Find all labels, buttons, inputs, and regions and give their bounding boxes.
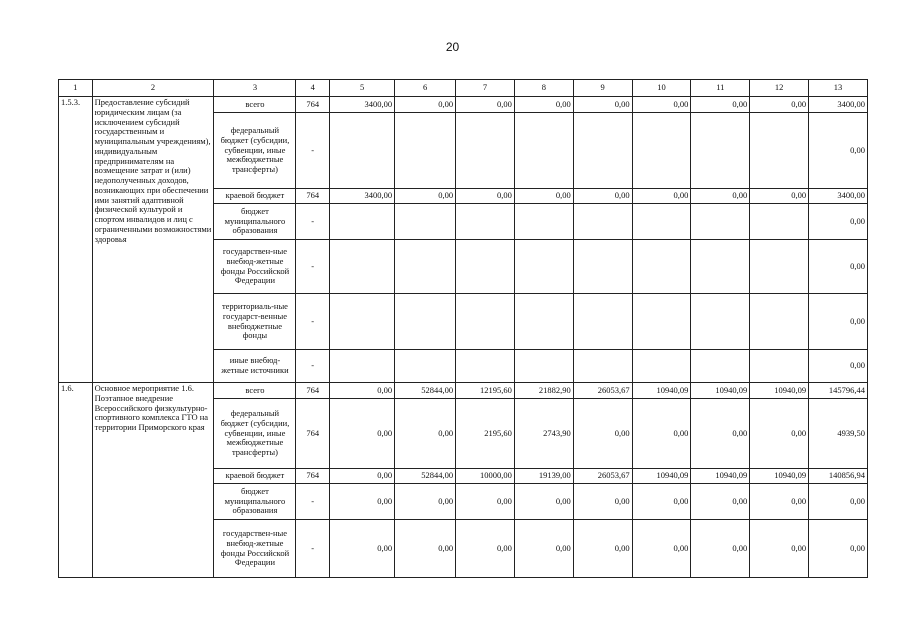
funding-source: бюджет муниципального образования (214, 204, 296, 240)
amount-cell: 0,00 (330, 399, 395, 469)
grbs-code: 764 (296, 399, 330, 469)
amount-cell: 0,00 (456, 97, 515, 113)
amount-cell: 0,00 (395, 97, 456, 113)
amount-cell: 0,00 (809, 350, 868, 383)
grbs-code: - (296, 484, 330, 520)
column-header-11: 11 (691, 80, 750, 97)
section-description: Основное мероприятие 1.6. Поэтапное внедрение Всероссийского физкультурно-спортивного комплекса ГТО на территории Приморского края (92, 383, 214, 578)
amount-cell (632, 113, 691, 189)
amount-cell (330, 240, 395, 294)
amount-cell: 0,00 (691, 97, 750, 113)
column-header-7: 7 (456, 80, 515, 97)
amount-cell: 140856,94 (809, 469, 868, 484)
amount-cell (330, 350, 395, 383)
funding-source: территориаль-ные государст-венные внебюджетные фонды (214, 294, 296, 350)
amount-cell (330, 113, 395, 189)
amount-cell: 0,00 (809, 204, 868, 240)
amount-cell: 0,00 (632, 484, 691, 520)
amount-cell: 0,00 (573, 520, 632, 578)
column-header-10: 10 (632, 80, 691, 97)
grbs-code: 764 (296, 383, 330, 399)
amount-cell (750, 240, 809, 294)
column-header-1: 1 (59, 80, 93, 97)
amount-cell: 0,00 (395, 399, 456, 469)
amount-cell (395, 204, 456, 240)
amount-cell: 0,00 (395, 484, 456, 520)
budget-table (58, 79, 868, 578)
amount-cell: 0,00 (691, 399, 750, 469)
column-header-9: 9 (573, 80, 632, 97)
amount-cell (691, 113, 750, 189)
amount-cell (750, 204, 809, 240)
amount-cell (456, 240, 515, 294)
amount-cell: 0,00 (573, 189, 632, 204)
amount-cell: 10940,09 (691, 383, 750, 399)
amount-cell: 10940,09 (691, 469, 750, 484)
column-header-5: 5 (330, 80, 395, 97)
amount-cell: 0,00 (573, 399, 632, 469)
amount-cell: 3400,00 (330, 97, 395, 113)
amount-cell: 0,00 (632, 97, 691, 113)
amount-cell: 2743,90 (514, 399, 573, 469)
column-header-4: 4 (296, 80, 330, 97)
amount-cell: 0,00 (809, 520, 868, 578)
amount-cell (573, 240, 632, 294)
table-row (59, 97, 868, 113)
amount-cell: 0,00 (632, 189, 691, 204)
amount-cell (395, 294, 456, 350)
amount-cell: 0,00 (514, 520, 573, 578)
amount-cell: 0,00 (809, 484, 868, 520)
amount-cell: 2195,60 (456, 399, 515, 469)
amount-cell: 0,00 (514, 97, 573, 113)
amount-cell: 0,00 (691, 484, 750, 520)
amount-cell: 0,00 (330, 469, 395, 484)
funding-source: бюджет муниципального образования (214, 484, 296, 520)
amount-cell: 0,00 (456, 520, 515, 578)
amount-cell: 3400,00 (809, 189, 868, 204)
amount-cell: 0,00 (330, 484, 395, 520)
amount-cell (691, 240, 750, 294)
column-header-2: 2 (92, 80, 214, 97)
table-row (59, 383, 868, 399)
amount-cell: 0,00 (395, 520, 456, 578)
amount-cell (514, 204, 573, 240)
amount-cell: 0,00 (514, 189, 573, 204)
amount-cell: 52844,00 (395, 469, 456, 484)
amount-cell (514, 294, 573, 350)
funding-source: государствен-ные внебюд-жетные фонды Российской Федерации (214, 240, 296, 294)
column-header-3: 3 (214, 80, 296, 97)
amount-cell: 0,00 (330, 383, 395, 399)
grbs-code: - (296, 350, 330, 383)
amount-cell: 0,00 (632, 520, 691, 578)
amount-cell: 26053,67 (573, 469, 632, 484)
amount-cell (691, 294, 750, 350)
amount-cell: 4939,50 (809, 399, 868, 469)
amount-cell: 145796,44 (809, 383, 868, 399)
amount-cell (750, 113, 809, 189)
amount-cell: 0,00 (456, 189, 515, 204)
column-header-row (59, 80, 868, 97)
funding-source: всего (214, 383, 296, 399)
amount-cell: 12195,60 (456, 383, 515, 399)
amount-cell: 0,00 (809, 294, 868, 350)
amount-cell: 0,00 (691, 189, 750, 204)
amount-cell (514, 240, 573, 294)
amount-cell: 52844,00 (395, 383, 456, 399)
amount-cell (395, 240, 456, 294)
grbs-code: 764 (296, 97, 330, 113)
column-header-13: 13 (809, 80, 868, 97)
grbs-code: 764 (296, 189, 330, 204)
amount-cell: 19139,00 (514, 469, 573, 484)
column-header-6: 6 (395, 80, 456, 97)
amount-cell: 0,00 (750, 484, 809, 520)
amount-cell: 3400,00 (809, 97, 868, 113)
amount-cell: 10940,09 (750, 383, 809, 399)
amount-cell (573, 350, 632, 383)
amount-cell: 0,00 (750, 189, 809, 204)
amount-cell (456, 294, 515, 350)
grbs-code: - (296, 113, 330, 189)
amount-cell (573, 113, 632, 189)
amount-cell (632, 294, 691, 350)
funding-source: краевой бюджет (214, 189, 296, 204)
column-header-8: 8 (514, 80, 573, 97)
amount-cell (632, 240, 691, 294)
amount-cell (456, 350, 515, 383)
amount-cell: 26053,67 (573, 383, 632, 399)
amount-cell (573, 204, 632, 240)
amount-cell: 0,00 (330, 520, 395, 578)
amount-cell (691, 350, 750, 383)
amount-cell: 0,00 (456, 484, 515, 520)
grbs-code: 764 (296, 469, 330, 484)
funding-source: всего (214, 97, 296, 113)
amount-cell (456, 113, 515, 189)
funding-source: государствен-ные внебюд-жетные фонды Российской Федерации (214, 520, 296, 578)
amount-cell: 0,00 (573, 484, 632, 520)
funding-source: федеральный бюджет (субсидии, субвенции, иные межбюджетные трансферты) (214, 399, 296, 469)
section-code: 1.5.3. (59, 97, 93, 383)
amount-cell (395, 350, 456, 383)
amount-cell: 0,00 (691, 520, 750, 578)
amount-cell (573, 294, 632, 350)
amount-cell: 10940,09 (632, 383, 691, 399)
grbs-code: - (296, 294, 330, 350)
grbs-code: - (296, 240, 330, 294)
amount-cell: 0,00 (632, 399, 691, 469)
grbs-code: - (296, 204, 330, 240)
amount-cell: 0,00 (750, 97, 809, 113)
amount-cell (691, 204, 750, 240)
amount-cell: 0,00 (809, 240, 868, 294)
amount-cell: 10940,09 (750, 469, 809, 484)
amount-cell (750, 294, 809, 350)
amount-cell (632, 204, 691, 240)
amount-cell (514, 350, 573, 383)
grbs-code: - (296, 520, 330, 578)
page-number: 20 (445, 40, 460, 54)
amount-cell (514, 113, 573, 189)
amount-cell (456, 204, 515, 240)
column-header-12: 12 (750, 80, 809, 97)
amount-cell (632, 350, 691, 383)
amount-cell: 3400,00 (330, 189, 395, 204)
section-code: 1.6. (59, 383, 93, 578)
section-description: Предоставление субсидий юридическим лицам (за исключением субсидий государственным и муниципальным учреждениям), индивидуальным предпринимателям на возмещение затрат и (или) недополученных доходов, возникающих при обеспечении ими занятий адаптивной физической культурой и спортом инвалидов и лиц с ограниченными возможностями здоровья (92, 97, 214, 383)
amount-cell: 0,00 (395, 189, 456, 204)
amount-cell (395, 113, 456, 189)
amount-cell: 0,00 (573, 97, 632, 113)
amount-cell: 0,00 (750, 520, 809, 578)
amount-cell: 0,00 (750, 399, 809, 469)
amount-cell: 10940,09 (632, 469, 691, 484)
amount-cell (330, 294, 395, 350)
amount-cell (330, 204, 395, 240)
funding-source: федеральный бюджет (субсидии, субвенции, иные межбюджетные трансферты) (214, 113, 296, 189)
amount-cell: 0,00 (809, 113, 868, 189)
funding-source: иные внебюд-жетные источники (214, 350, 296, 383)
amount-cell: 0,00 (514, 484, 573, 520)
amount-cell: 21882,90 (514, 383, 573, 399)
amount-cell (750, 350, 809, 383)
amount-cell: 10000,00 (456, 469, 515, 484)
funding-source: краевой бюджет (214, 469, 296, 484)
